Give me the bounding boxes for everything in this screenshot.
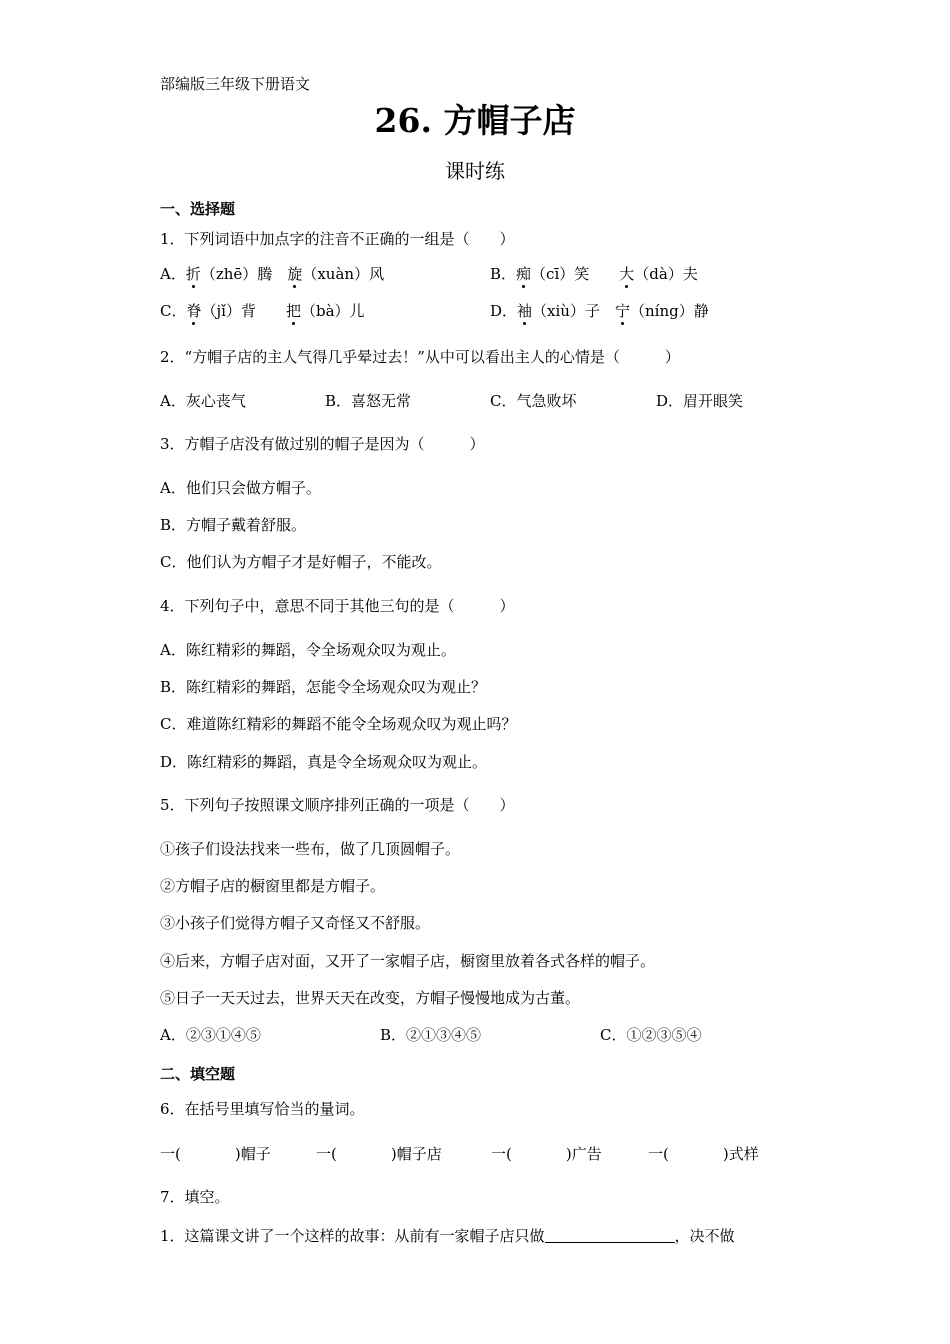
page-title: 26. 方帽子店	[374, 101, 576, 140]
dotted-char: 把	[285, 302, 301, 320]
section-heading-choice: 一、选择题	[160, 200, 236, 218]
spacer	[589, 265, 619, 283]
dotted-char: 大	[619, 265, 635, 283]
line-text: ，决不做	[674, 1227, 735, 1245]
question-4-option-c: C．难道陈红精彩的舞蹈不能令全场观众叹为观止吗？	[160, 715, 517, 733]
question-2-stem: 2．“方帽子店的主人气得几乎晕过去！”从中可以看出主人的心情是（ ）	[160, 348, 680, 366]
subject-label: 部编版三年级下册语文	[160, 75, 311, 93]
question-5-sentence-1: ①孩子们设法找来一些布，做了几顶圆帽子。	[160, 840, 461, 858]
question-2-option-b: B．喜怒无常	[325, 392, 412, 410]
item-suffix: )帽子店	[390, 1145, 442, 1163]
question-5-option-c: C．①②③⑤④	[600, 1026, 702, 1044]
item-prefix: 一(	[160, 1145, 181, 1163]
option-label: C．	[160, 302, 187, 320]
dotted-char: 脊	[186, 302, 202, 320]
question-1-option-a	[160, 267, 384, 282]
question-5-option-b: B．②①③④⑤	[380, 1026, 482, 1044]
dotted-char: 袖	[517, 302, 533, 320]
measure-word-item	[316, 1147, 442, 1162]
section-heading-fill: 二、填空题	[160, 1065, 236, 1083]
question-3-option-b: B．方帽子戴着舒服。	[160, 516, 307, 534]
dotted-char: 折	[185, 265, 201, 283]
question-2-option-d: D．眉开眼笑	[656, 392, 744, 410]
measure-word-item	[648, 1147, 759, 1162]
question-4-stem: 4．下列句子中，意思不同于其他三句的是（ ）	[160, 597, 515, 615]
question-2-option-a: A．灰心丧气	[160, 392, 246, 410]
item-prefix: 一(	[491, 1145, 512, 1163]
question-1-option-d	[490, 304, 709, 319]
question-5-sentence-2: ②方帽子店的橱窗里都是方帽子。	[160, 877, 386, 895]
question-6-stem: 6．在括号里填写恰当的量词。	[160, 1100, 365, 1118]
dotted-char: 痴	[516, 265, 532, 283]
dotted-char: 宁	[614, 302, 630, 320]
spacer	[272, 265, 287, 283]
option-label: D．	[490, 302, 518, 320]
dotted-char: 旋	[287, 265, 303, 283]
question-1-stem: 1．下列词语中加点字的注音不正确的一组是（ ）	[160, 230, 515, 248]
question-5-sentence-3: ③小孩子们觉得方帽子又奇怪又不舒服。	[160, 914, 431, 932]
question-2-option-c: C．气急败坏	[490, 392, 577, 410]
option-label: B．	[490, 265, 517, 283]
question-3-stem: 3．方帽子店没有做过别的帽子是因为（ ）	[160, 435, 485, 453]
question-1-option-b	[490, 267, 698, 282]
answer-blank[interactable]	[545, 1228, 675, 1243]
spacer	[256, 302, 286, 320]
question-5-sentence-5: ⑤日子一天天过去，世界天天在改变，方帽子慢慢地成为古董。	[160, 989, 581, 1007]
question-4-option-a: A．陈红精彩的舞蹈，令全场观众叹为观止。	[160, 641, 456, 659]
pinyin-word: （dà）夫	[634, 265, 698, 283]
spacer	[600, 302, 615, 320]
question-7-stem: 7．填空。	[160, 1188, 230, 1206]
item-suffix: )帽子	[234, 1145, 271, 1163]
page-subtitle: 课时练	[445, 159, 505, 183]
question-5-option-a: A．②③①④⑤	[160, 1026, 261, 1044]
question-3-option-a: A．他们只会做方帽子。	[160, 479, 321, 497]
pinyin-word: （cī）笑	[531, 265, 590, 283]
question-4-option-d: D．陈红精彩的舞蹈，真是令全场观众叹为观止。	[160, 753, 488, 771]
line-text: 1．这篇课文讲了一个这样的故事：从前有一家帽子店只做	[160, 1227, 545, 1245]
option-label: A．	[160, 265, 186, 283]
question-1-option-c	[160, 304, 365, 319]
question-5-sentence-4: ④后来，方帽子店对面，又开了一家帽子店，橱窗里放着各式各样的帽子。	[160, 952, 656, 970]
question-3-option-c: C．他们认为方帽子才是好帽子，不能改。	[160, 553, 442, 571]
pinyin-word: （níng）静	[630, 302, 709, 320]
item-prefix: 一(	[648, 1145, 669, 1163]
measure-word-item	[160, 1147, 271, 1162]
question-5-stem: 5．下列句子按照课文顺序排列正确的一项是（ ）	[160, 796, 515, 814]
item-suffix: )式样	[722, 1145, 759, 1163]
question-4-option-b: B．陈红精彩的舞蹈，怎能令全场观众叹为观止？	[160, 678, 487, 696]
pinyin-word: （jǐ）背	[201, 302, 256, 320]
item-suffix: )广告	[565, 1145, 602, 1163]
pinyin-word: （xiù）子	[532, 302, 600, 320]
item-prefix: 一(	[316, 1145, 337, 1163]
measure-word-item	[491, 1147, 602, 1162]
pinyin-word: （bà）儿	[300, 302, 365, 320]
pinyin-word: （xuàn）风	[302, 265, 385, 283]
question-7-line-1	[160, 1228, 735, 1244]
pinyin-word: （zhē）腾	[200, 265, 273, 283]
